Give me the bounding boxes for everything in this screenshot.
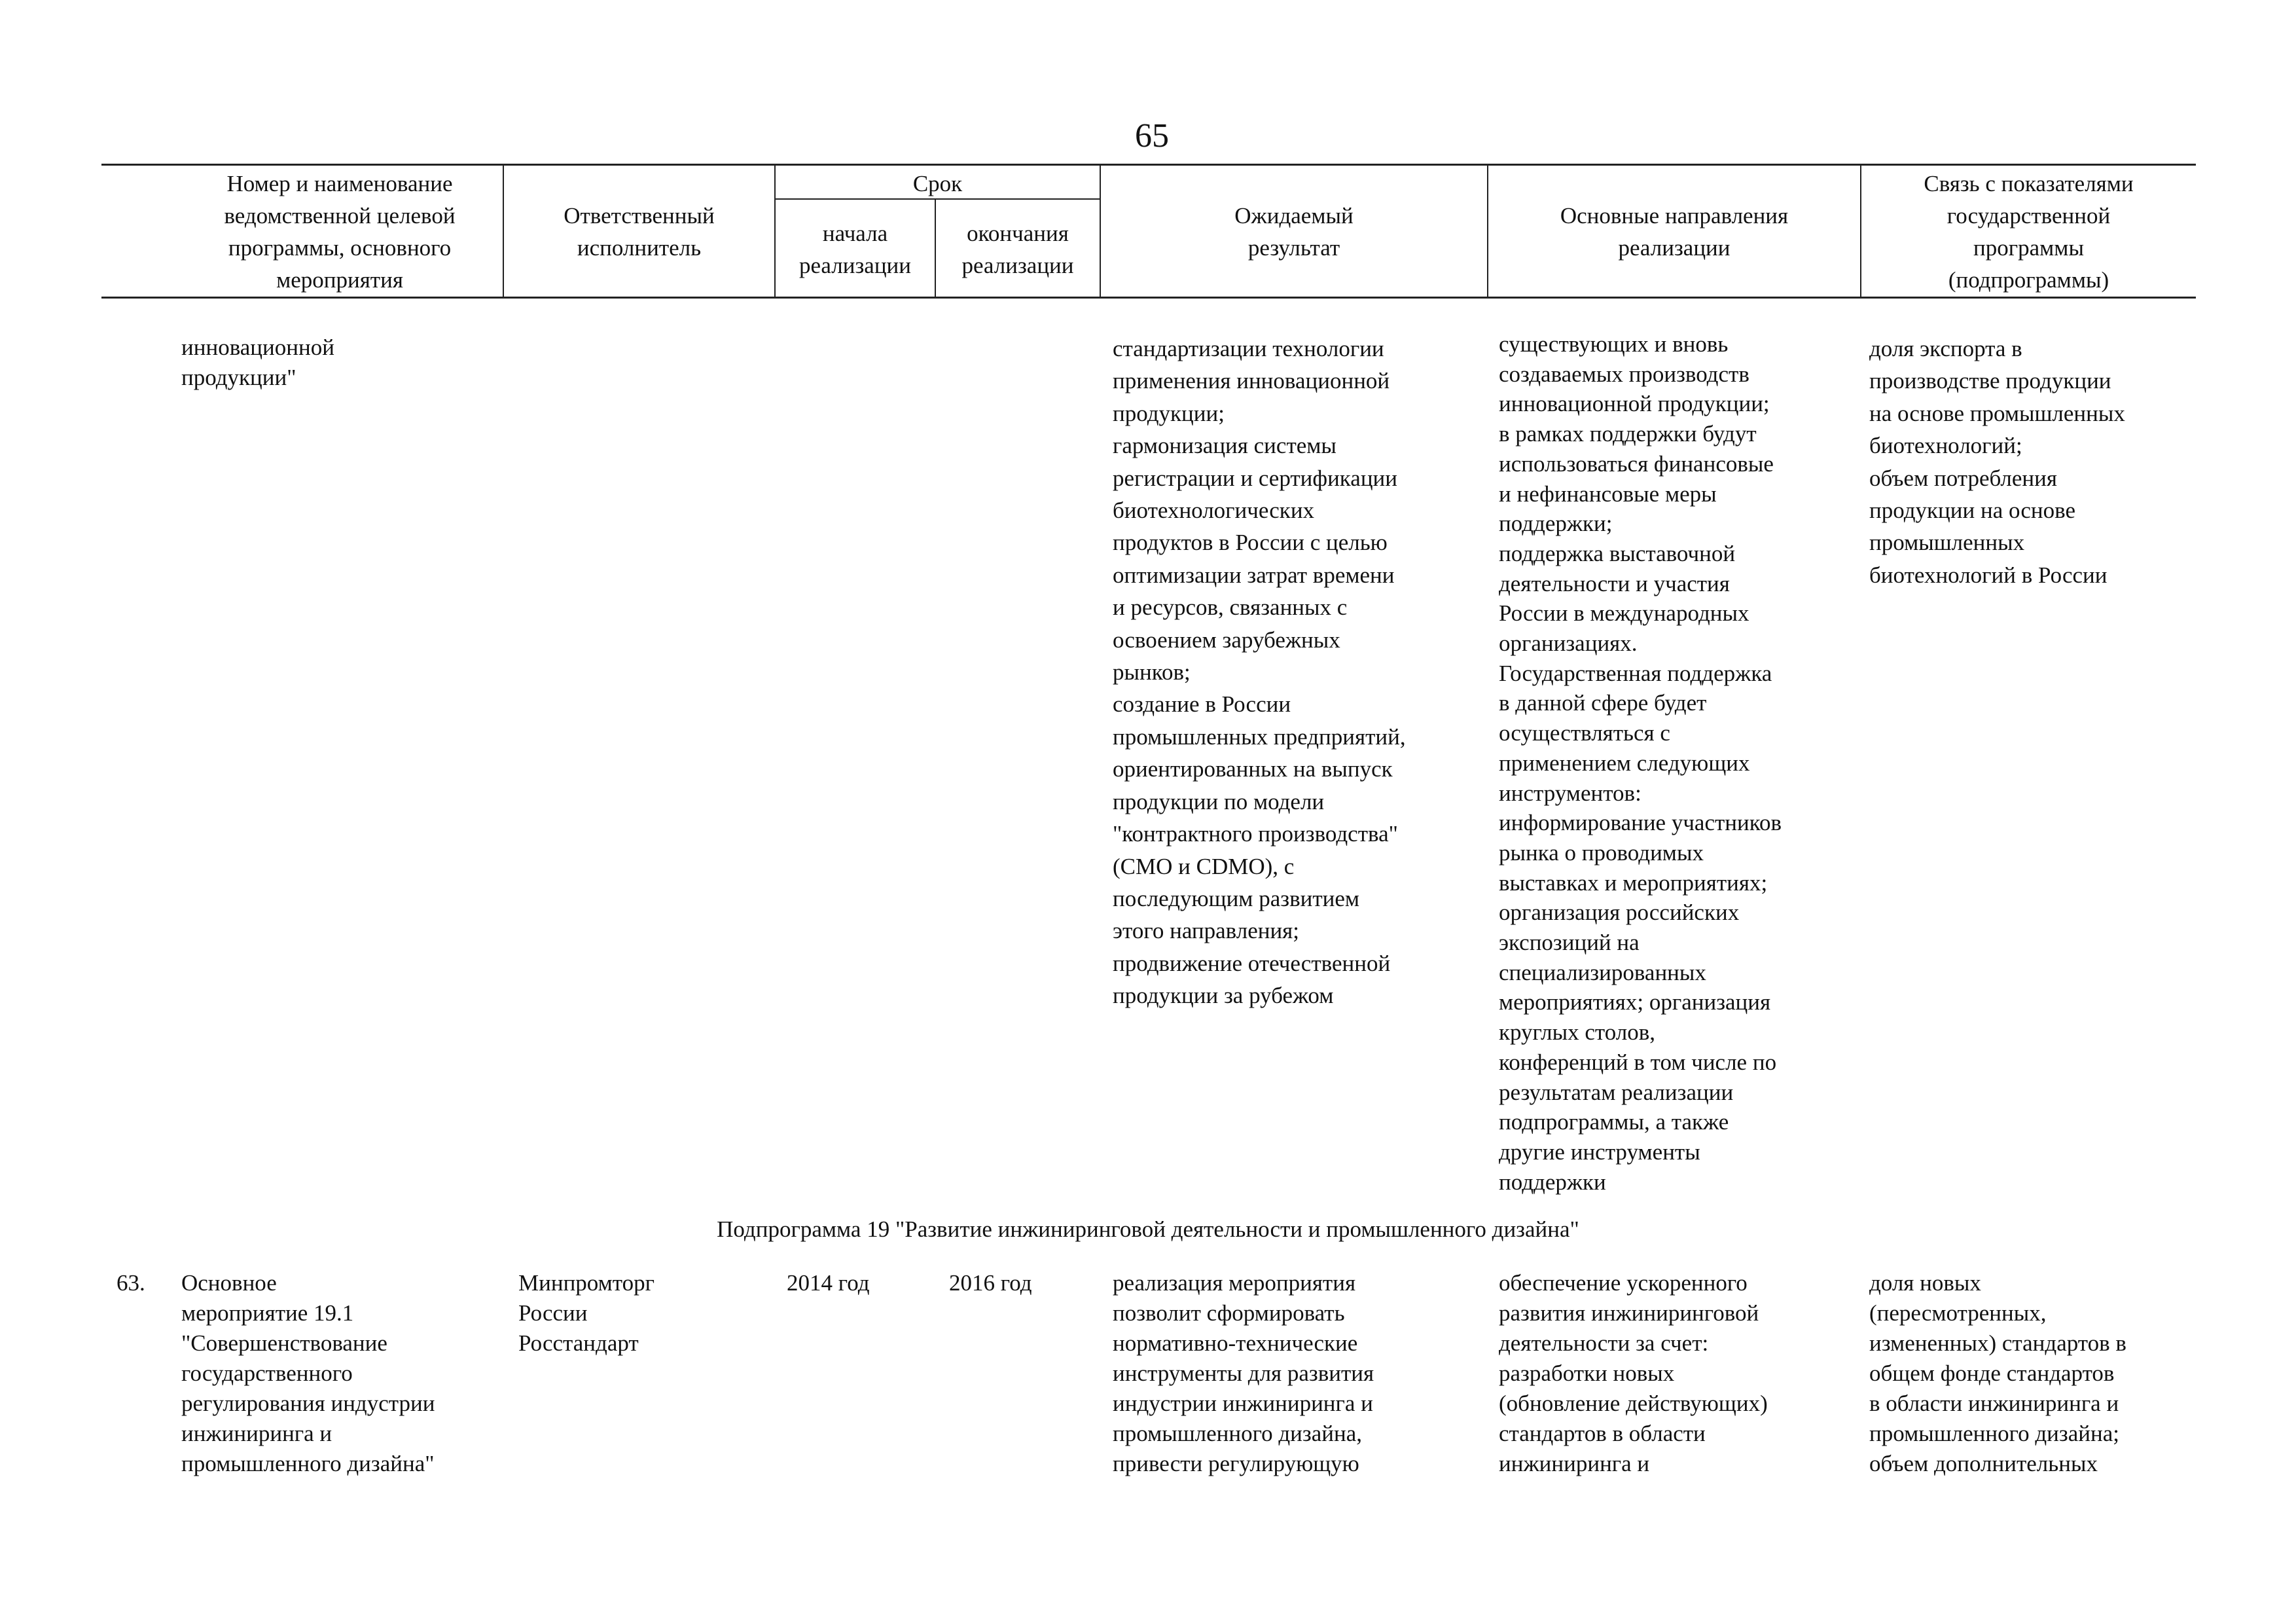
header-directions: Основные направления реализации xyxy=(1560,203,1789,261)
header-end: окончания реализации xyxy=(961,221,1074,278)
subprogram-title: Подпрограмма 19 "Развитие инжиниринговой деятельности и промышленного дизайна" xyxy=(717,1216,1579,1242)
continued-result: стандартизации технологии применения инновационной продукции; гармонизация системы регистрации и сертификации биотехнологических продуктов в России с целью оптимизации затрат времени и ресурсов, связанных с освоением зарубежных рынков; создание в России промышленных предприятий, ориентированных на выпуск продукции по модели "контрактного производства" (CMO и CDMO), с последующим развитием этого направления; продвижение отечественной продукции за рубежом xyxy=(1113,336,1406,1009)
continued-link: доля экспорта в производстве продукции на основе промышленных биотехнологий; объем потребления продукции на основе промышленных биотехнологий в России xyxy=(1869,336,2125,588)
header-result: Ожидаемый результат xyxy=(1234,203,1354,261)
header-link: Связь с показателями государственной программы (подпрограммы) xyxy=(1924,171,2134,293)
header-bottom-rule xyxy=(101,297,2196,299)
header-program: Номер и наименование ведомственной целевой программы, основного мероприятия xyxy=(224,171,456,293)
row-program: Основное мероприятие 19.1 "Совершенствование государственного регулирования индустрии инжиниринга и промышленного дизайна" xyxy=(181,1270,435,1476)
header-responsible: Ответственный исполнитель xyxy=(564,203,715,261)
continued-directions: существующих и вновь создаваемых производств инновационной продукции; в рамках поддержки будут использоваться финансовые и нефинансовые меры поддержки; поддержка выставочной деятельности и участия России в международных организациях. Государственная поддержка в данной сфере будет осуществляться с применением следующих инструментов: информирование участников рынка о проводимых выставках и мероприятиях; организация российских экспозиций на специализированных мероприятиях; организация круглых столов, конференций в том числе по результатам реализации подпрограммы, а также другие инструменты поддержки xyxy=(1499,331,1782,1195)
page-number: 65 xyxy=(1135,117,1169,155)
row-link: доля новых (пересмотренных, измененных) стандартов в общем фонде стандартов в области инжиниринга и промышленного дизайна; объем дополнительных xyxy=(1869,1270,2126,1476)
continued-program: инновационной продукции" xyxy=(181,335,334,390)
header-start: начала реализации xyxy=(798,221,912,278)
header-top-rule xyxy=(101,164,2196,166)
row-directions: обеспечение ускоренного развития инжиниринговой деятельности за счет: разработки новых (обновление действующих) стандартов в области инжиниринга и xyxy=(1499,1270,1768,1476)
row-end: 2016 год xyxy=(949,1270,1032,1296)
row-start: 2014 год xyxy=(787,1270,870,1296)
row-result: реализация мероприятия позволит сформировать нормативно-технические инструменты для развития индустрии инжиниринга и промышленного дизайна, привести регулирующую xyxy=(1113,1270,1374,1476)
header-term: Срок xyxy=(912,171,963,196)
row-responsible: Минпромторг России Росстандарт xyxy=(518,1270,655,1356)
row-number: 63. xyxy=(117,1270,145,1296)
